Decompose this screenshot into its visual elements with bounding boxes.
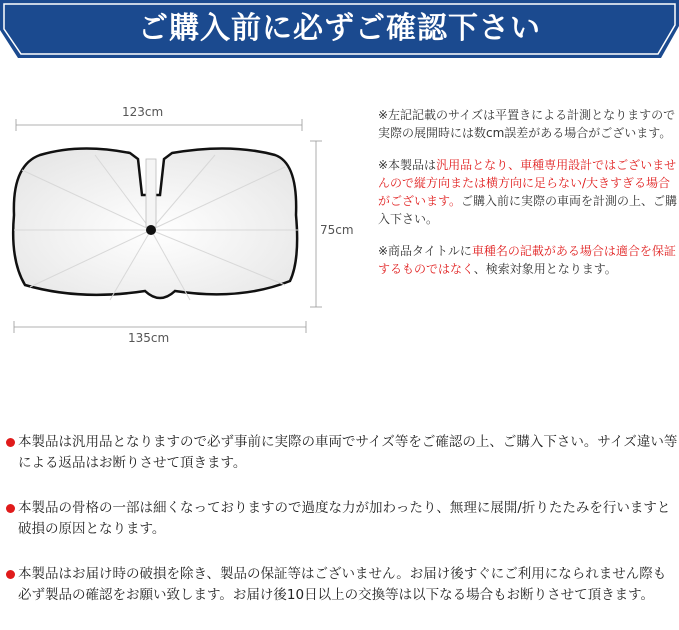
banner-title: ご購入前に必ずご確認下さい — [138, 11, 541, 46]
caution-item — [6, 498, 678, 540]
bottom-width-label: 135cm — [128, 331, 170, 345]
caution-text: 本製品は汎用品となりますので必ず事前に実際の車両でサイズ等をご確認の上、ご購入下さい。サイズ違い等による返品はお断りさせて頂きます。 — [18, 434, 678, 471]
notes-panel — [378, 106, 678, 292]
note-title-vehicle — [378, 242, 678, 278]
note-universal-fit — [378, 156, 678, 228]
caution-list — [6, 432, 678, 630]
bullet-dot-icon — [6, 438, 15, 447]
note-text: ※商品タイトルに — [378, 244, 472, 258]
height-label: 75cm — [320, 223, 354, 237]
bullet-dot-icon — [6, 504, 15, 513]
note-text: ※左記記載のサイズは平置きによる計測となりますので実際の展開時には数cm誤差がある場合がございます。 — [378, 108, 676, 140]
top-width-label: 123cm — [122, 105, 164, 119]
note-warning-text: 車種名の記載がある場合は適合を保証するものではなく — [378, 244, 676, 276]
caution-text: 本製品はお届け時の破損を除き、製品の保証等はございません。お届け後すぐにご利用になられません際も必ず製品の確認をお願い致します。お届け後10日以上の交換等は以下なる場合もお断りさせて頂きます。 — [18, 566, 667, 603]
caution-text: 本製品の骨格の一部は細くなっておりますので過度な力が加わったり、無理に展開/折りたたみを行いますと破損の原因となります。 — [18, 500, 671, 537]
product-diagram — [0, 95, 370, 360]
caution-item — [6, 564, 678, 606]
header-banner — [0, 0, 679, 58]
note-warning-text: 汎用品となり、車種専用設計ではございませんので縦方向または横方向に足らない/大きすぎる場合がございます。 — [378, 158, 677, 208]
caution-item — [6, 432, 678, 474]
bullet-dot-icon — [6, 570, 15, 579]
note-text: ご購入前に実際の車両を計測の上、ご購入下さい。 — [378, 194, 678, 226]
note-measurement — [378, 106, 678, 142]
sunshade-illustration — [0, 95, 370, 360]
note-text: 、検索対象用となります。 — [473, 262, 617, 276]
note-text: ※本製品は — [378, 158, 437, 172]
